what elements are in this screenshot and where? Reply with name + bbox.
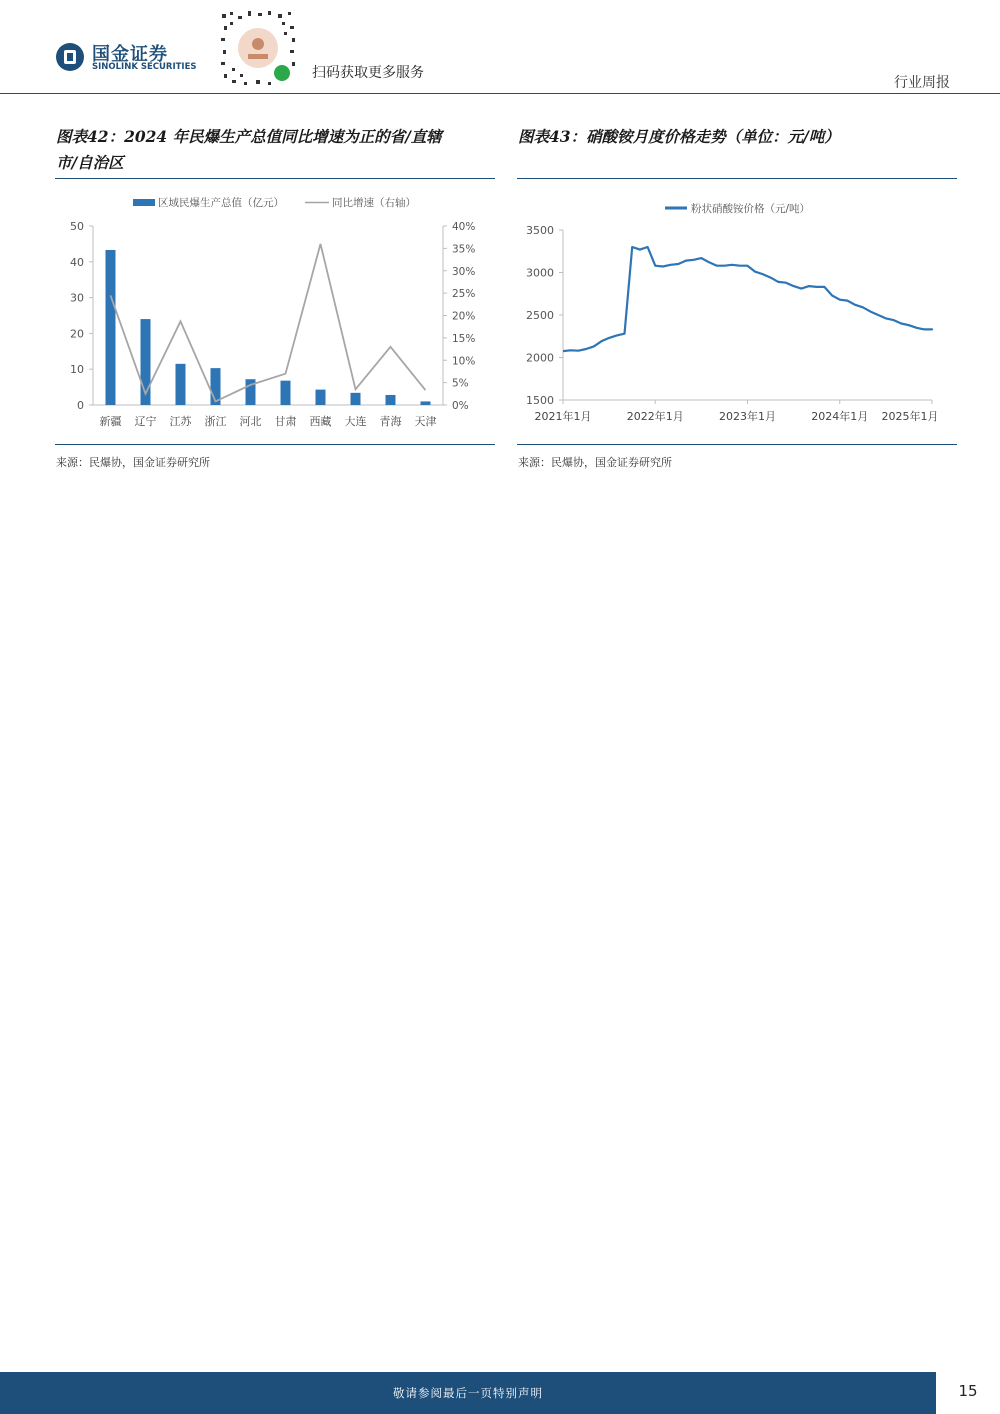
- header-divider: [0, 93, 1000, 94]
- right-tick-label: 40%: [452, 221, 476, 233]
- figure42-chart: [55, 182, 495, 440]
- x-tick-label: 2021年1月: [534, 410, 592, 423]
- left-tick-label: 20: [70, 327, 84, 341]
- left-tick-label: 30: [70, 291, 84, 305]
- bar-青海: [386, 395, 396, 405]
- figure42-title-line2: 市/自治区: [56, 153, 124, 172]
- right-tick-label: 25%: [452, 288, 476, 301]
- page-number: 15: [958, 1382, 978, 1400]
- bar-天津: [421, 401, 431, 405]
- sinolink-logo-icon: [55, 42, 85, 72]
- left-tick-label: 40: [70, 255, 84, 269]
- figure43-source: 来源：民爆协，国金证券研究所: [518, 456, 672, 469]
- x-tick-label: 辽宁: [134, 415, 157, 428]
- left-tick-label: 50: [70, 220, 84, 233]
- scan-prompt: 扫码获取更多服务: [312, 65, 424, 81]
- figure43-bottom-rule: [517, 444, 957, 445]
- legend-line-label: 同比增速（右轴）: [332, 197, 416, 209]
- right-tick-label: 10%: [452, 355, 476, 368]
- footer-notice: 敬请参阅最后一页特别声明: [393, 1386, 543, 1400]
- logo-text-cn: 国金证券: [92, 44, 168, 65]
- x-tick-label: 浙江: [204, 415, 227, 428]
- left-tick-label: 10: [70, 363, 84, 377]
- logo-text-en: SINOLINK SECURITIES: [92, 62, 197, 72]
- bar-新疆: [106, 250, 116, 405]
- right-tick-label: 0%: [452, 400, 469, 412]
- x-tick-label: 甘肃: [274, 415, 297, 428]
- figure42-title-line1: 图表42：2024 年民爆生产总值同比增速为正的省/直辖: [56, 127, 442, 146]
- x-tick-label: 江苏: [169, 415, 192, 428]
- growth-line: [111, 244, 426, 402]
- right-tick-label: 20%: [452, 310, 476, 323]
- figure42-title: [56, 124, 496, 176]
- x-tick-label: 大连: [344, 415, 367, 428]
- x-tick-label: 青海: [379, 415, 402, 428]
- left-tick-label: 0: [77, 399, 84, 412]
- figure43-title: 图表43：硝酸铵月度价格走势（单位：元/吨）: [518, 127, 840, 146]
- x-tick-label: 新疆: [99, 415, 122, 428]
- right-tick-label: 15%: [452, 332, 476, 345]
- right-tick-label: 35%: [452, 243, 476, 256]
- figure42-top-rule: [55, 178, 495, 179]
- x-tick-label: 2024年1月: [811, 410, 869, 423]
- bar-大连: [351, 393, 361, 405]
- x-tick-label: 河北: [239, 415, 262, 428]
- x-tick-label: 2025年1月: [881, 410, 939, 423]
- right-tick-label: 5%: [452, 377, 469, 390]
- y-tick-label: 3000: [526, 266, 554, 280]
- x-tick-label: 西藏: [309, 415, 332, 428]
- bar-江苏: [176, 364, 186, 405]
- y-tick-label: 2500: [526, 309, 554, 322]
- qr-code-icon[interactable]: [218, 8, 298, 88]
- bar-西藏: [316, 390, 326, 405]
- x-tick-label: 天津: [414, 415, 437, 428]
- y-tick-label: 2000: [526, 351, 554, 365]
- figure42-source: 来源：民爆协，国金证券研究所: [56, 456, 210, 469]
- report-type: 行业周报: [894, 75, 950, 91]
- legend-bar-label: 区域民爆生产总值（亿元）: [158, 197, 284, 209]
- legend-bar-swatch: [133, 199, 155, 206]
- x-tick-label: 2023年1月: [719, 410, 776, 423]
- legend-price-label: 粉状硝酸铵价格（元/吨）: [691, 203, 811, 215]
- right-tick-label: 30%: [452, 265, 476, 278]
- y-tick-label: 1500: [526, 394, 554, 407]
- figure43-chart: [517, 182, 957, 440]
- x-tick-label: 2022年1月: [626, 410, 684, 423]
- figure42-bottom-rule: [55, 444, 495, 445]
- figure43-top-rule: [517, 178, 957, 179]
- y-tick-label: 3500: [526, 224, 554, 237]
- price-line: [563, 247, 932, 351]
- page-header: [0, 0, 1000, 95]
- bar-甘肃: [281, 381, 291, 405]
